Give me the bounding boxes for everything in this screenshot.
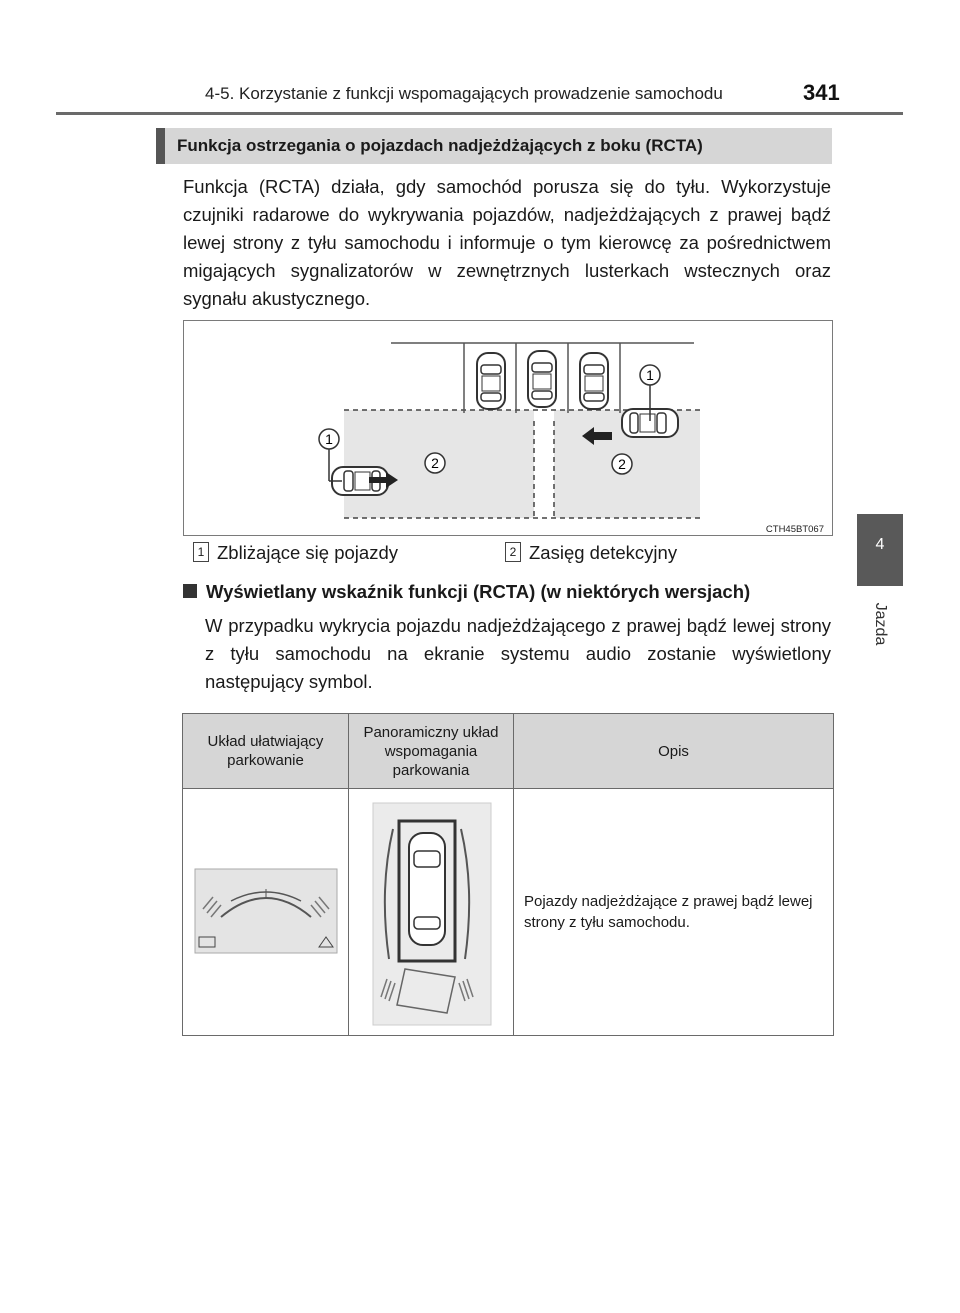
page-number: 341 [803,80,840,105]
legend-label-2: Zasięg detekcyjny [529,542,678,563]
table-header-parking-assist: Układ ułatwiający parkowanie [183,714,349,789]
square-bullet-icon [183,584,197,598]
subsection-paragraph: W przypadku wykrycia pojazdu nadjeżdżającego z prawej bądź lewej strony z tyłu samochodu na ekranie systemu audio zostanie wyświetlony następujący symbol. [205,615,831,692]
legend-number-1: 1 [193,542,209,562]
panoramic-view-screen-icon [349,789,512,1030]
legend-item-1 [193,542,398,564]
legend-number-2: 2 [505,542,521,562]
parked-car-1 [477,353,505,409]
panoramic-view-cell [349,789,514,1036]
subsection-heading-text: Wyświetlany wskaźnik funkcji (RCTA) (w niektórych wersjach) [206,581,751,602]
rcta-indicator-table [182,713,834,1036]
callout-1-right: 1 [646,367,654,383]
rcta-diagram-svg [184,321,833,536]
callout-1-left: 1 [325,431,333,447]
legend-label-1: Zbliżające się pojazdy [217,542,398,563]
legend-item-2 [505,542,677,564]
chapter-tab-label: Jazda [872,602,889,646]
chapter-tab [857,514,903,586]
description-cell: Pojazdy nadjeżdżające z prawej bądź lewej strony z tyłu samochodu. [514,789,834,1036]
reversing-car [528,351,556,407]
rcta-diagram [183,320,833,536]
chapter-tab-number: 4 [875,536,885,553]
chapter-title: 4-5. Korzystanie z funkcji wspomagających prowadzenie samochodu [205,84,723,103]
parked-car-2 [580,353,608,409]
section-paragraph: Funkcja (RCTA) działa, gdy samochód porusza się do tyłu. Wykorzystuje czujniki radarowe do wykrywania pojazdów, nadjeżdżających z prawej bądź lewej strony z tyłu samochodu i informuje o tym kierowcę za pośrednictwem migających sygnalizatorów w zewnętrznych lusterkach wstecznych oraz sygnału akustycznego. [183,176,831,309]
table-header-description: Opis [514,714,834,789]
section-heading: Funkcja ostrzegania o pojazdach nadjeżdżających z boku (RCTA) [156,128,832,164]
subsection-heading [183,581,831,603]
header-rule [56,112,903,115]
parking-assist-screen-cell [183,789,349,1036]
chapter-tab-label-box [855,598,905,650]
table-header-row [183,714,834,789]
rear-camera-screen-icon [183,789,347,1030]
table-row [183,789,834,1036]
callout-2-right: 2 [618,456,626,472]
callout-2-left: 2 [431,455,439,471]
figure-code: CTH45BT067 [765,524,824,535]
table-header-panoramic: Panoramiczny układ wspomagania parkowania [349,714,514,789]
